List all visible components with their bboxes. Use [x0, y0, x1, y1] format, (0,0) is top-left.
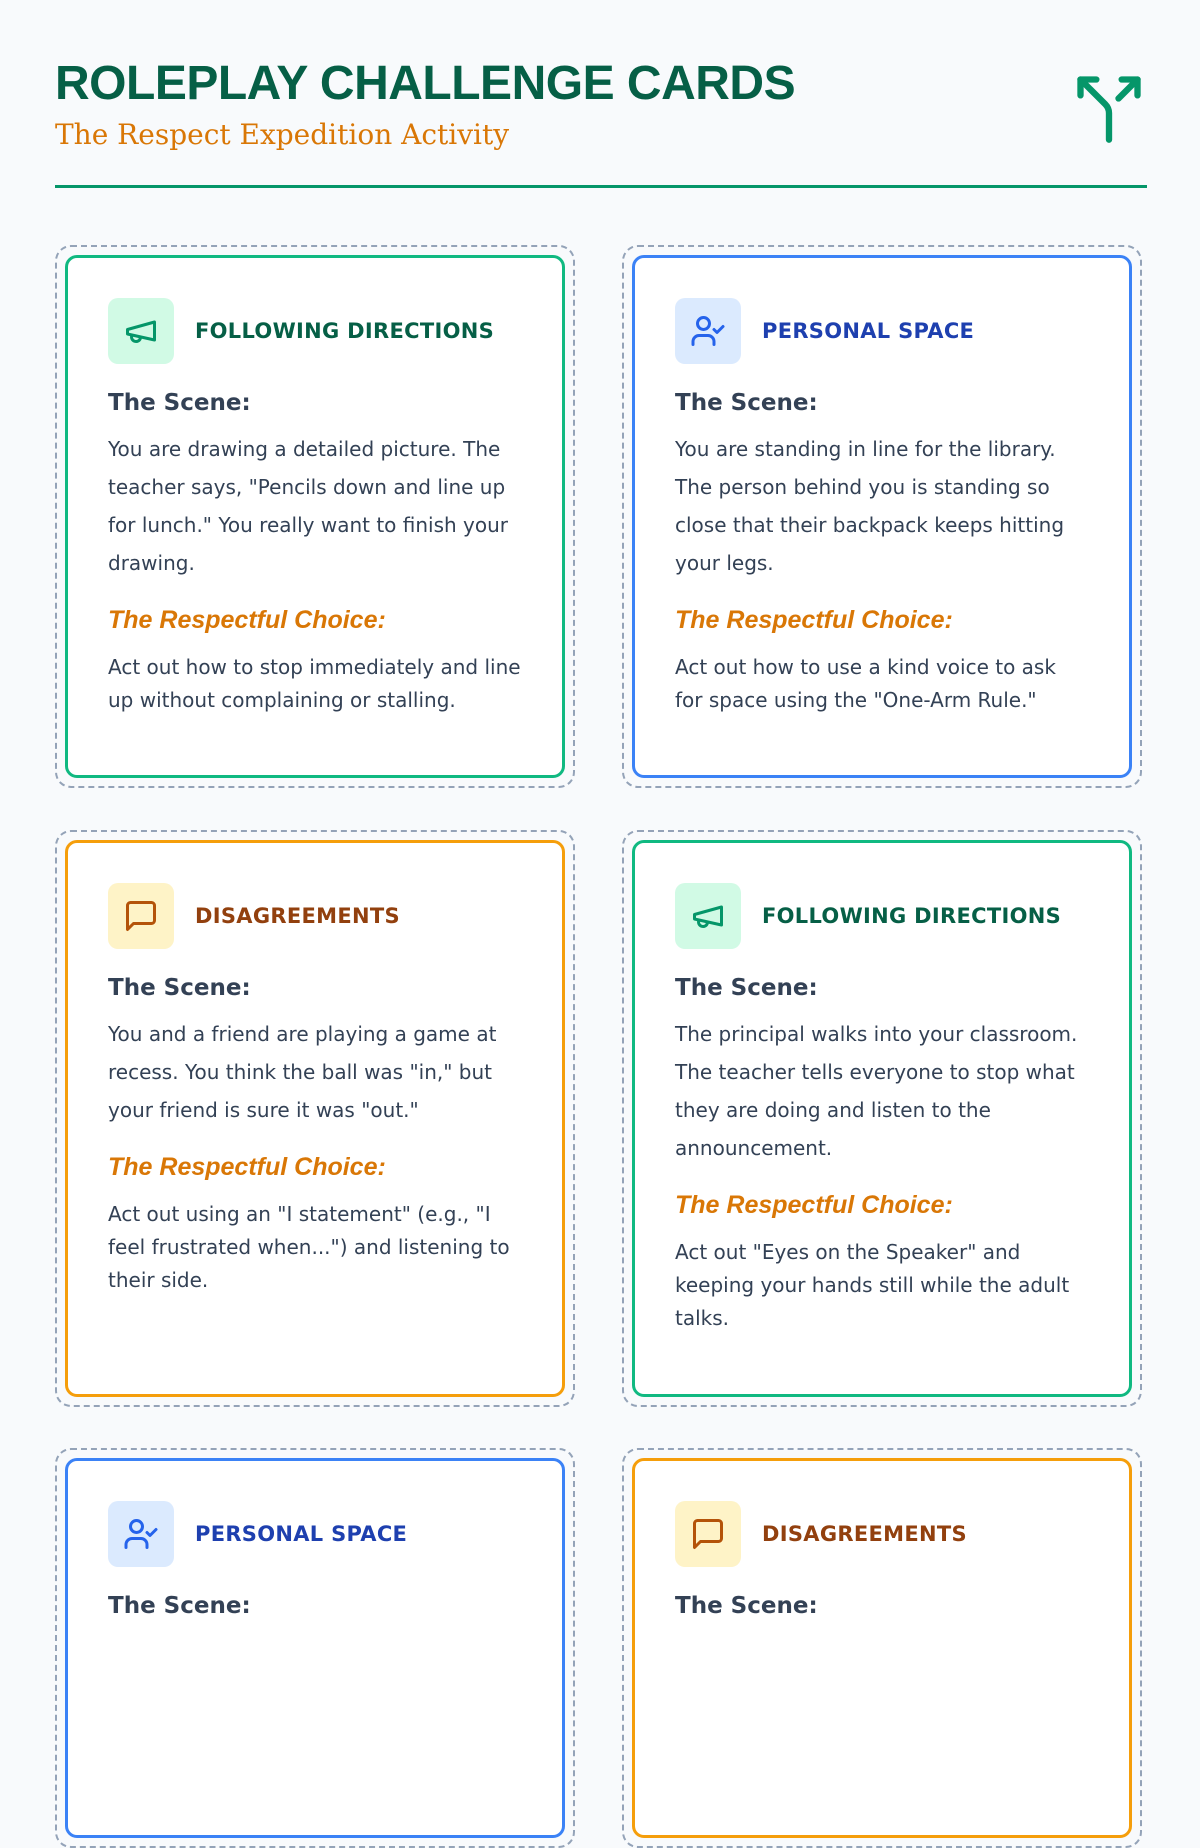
card-category-label: PERSONAL SPACE: [762, 319, 975, 343]
speech-bubble-icon: [108, 883, 174, 949]
scene-text: You and a friend are playing a game at recess. You think the ball was "in," but your friend is sure it was "out.": [108, 1022, 497, 1122]
challenge-card-cutout: [55, 245, 575, 788]
card-category: [675, 298, 1089, 364]
challenge-card: [632, 1458, 1132, 1838]
megaphone-icon: [675, 883, 741, 949]
scene-heading: The Scene:: [108, 1593, 251, 1619]
choice-heading: The Respectful Choice:: [108, 1153, 386, 1181]
card-category-label: DISAGREEMENTS: [195, 904, 400, 928]
card-category-label: FOLLOWING DIRECTIONS: [762, 904, 1062, 928]
scene-heading: The Scene:: [108, 975, 251, 1001]
page-subtitle: The Respect Expedition Activity: [55, 118, 510, 151]
card-category: [675, 1501, 1089, 1567]
choice-text: Act out using an "I statement" (e.g., "I feel frustrated when...") and listening to their side.: [108, 1202, 510, 1292]
choice-text: Act out how to use a kind voice to ask for space using the "One-Arm Rule.": [675, 655, 1056, 712]
speech-bubble-icon: [675, 1501, 741, 1567]
choice-heading: The Respectful Choice:: [108, 606, 386, 634]
challenge-card-cutout: [622, 830, 1142, 1407]
card-category: [108, 883, 522, 949]
card-category: [108, 1501, 522, 1567]
scene-heading: The Scene:: [108, 390, 251, 416]
choice-heading: The Respectful Choice:: [675, 606, 953, 634]
challenge-card: [65, 840, 565, 1397]
scene-text: The principal walks into your classroom. The teacher tells everyone to stop what they are doing and listen to the announcement.: [675, 1022, 1078, 1160]
challenge-card: [65, 1458, 565, 1838]
header-divider: [55, 185, 1147, 188]
challenge-card-cutout: [622, 1448, 1142, 1848]
split-arrow-icon: [1071, 70, 1147, 146]
choice-text: Act out "Eyes on the Speaker" and keeping your hands still while the adult talks.: [675, 1240, 1070, 1330]
challenge-card-cutout: [55, 830, 575, 1407]
scene-text: You are drawing a detailed picture. The teacher says, "Pencils down and line up for lunch." You really want to finish your drawing.: [108, 437, 509, 575]
megaphone-icon: [108, 298, 174, 364]
challenge-card: [632, 255, 1132, 778]
challenge-card-cutout: [55, 1448, 575, 1848]
card-category-label: PERSONAL SPACE: [195, 1522, 408, 1546]
scene-heading: The Scene:: [675, 1593, 818, 1619]
challenge-card: [65, 255, 565, 778]
page-title: ROLEPLAY CHALLENGE CARDS: [55, 57, 796, 110]
scene-text: You are standing in line for the library. The person behind you is standing so close that their backpack keeps hitting your legs.: [675, 437, 1065, 575]
user-check-icon: [108, 1501, 174, 1567]
page-header: [55, 0, 1147, 190]
card-category-label: DISAGREEMENTS: [762, 1522, 967, 1546]
choice-text: Act out how to stop immediately and line up without complaining or stalling.: [108, 655, 521, 712]
card-category: [675, 883, 1089, 949]
card-category: [108, 298, 522, 364]
scene-heading: The Scene:: [675, 975, 818, 1001]
challenge-card-cutout: [622, 245, 1142, 788]
card-category-label: FOLLOWING DIRECTIONS: [195, 319, 495, 343]
scene-heading: The Scene:: [675, 390, 818, 416]
user-check-icon: [675, 298, 741, 364]
choice-heading: The Respectful Choice:: [675, 1191, 953, 1219]
challenge-card: [632, 840, 1132, 1397]
